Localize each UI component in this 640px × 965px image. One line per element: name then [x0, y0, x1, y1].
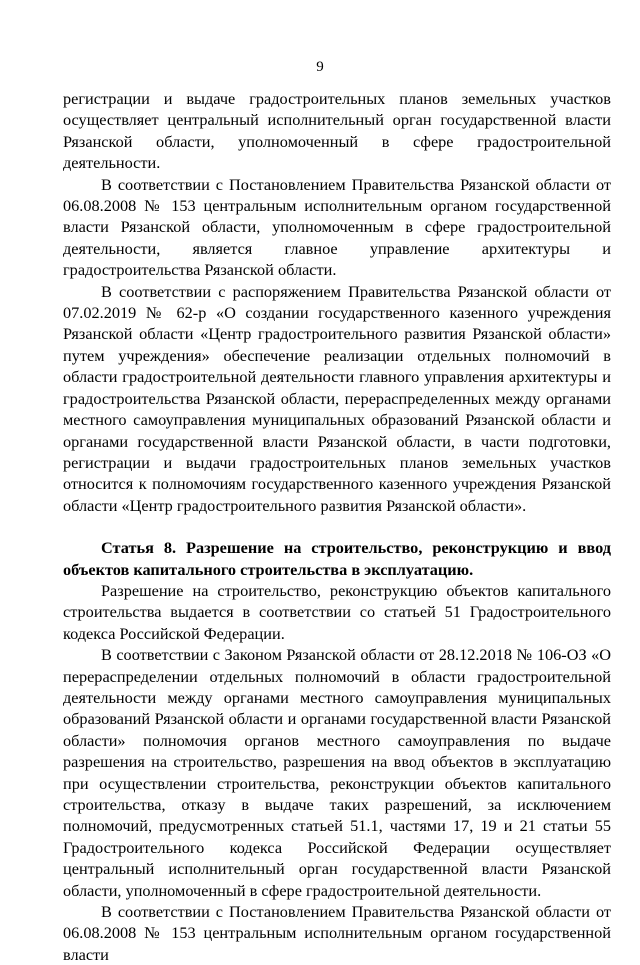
- paragraph-gpzu-authority: регистрации и выдаче градостроительных планов земельных участков осуществляет центральный исполнительный орган государственной власти Рязанской области, уполномоченный в сфере градостроительной деятельности.: [63, 89, 611, 173]
- paragraph-building-permit: Разрешение на строительство, реконструкцию объектов капитального строительства выдается в соответствии со статьей 51 Градостроительного кодекса Российской Федерации.: [63, 580, 611, 643]
- article-8-heading: Статья 8. Разрешение на строительство, реконструкцию и ввод объектов капитального строительства в эксплуатацию.: [63, 538, 611, 579]
- paragraph-resolution-153-continued: В соответствии с Постановлением Правительства Рязанской области от 06.08.2008 № 153 центральным исполнительным органом государственной власти: [63, 902, 611, 964]
- paragraph-law-106-oz: В соответствии с Законом Рязанской области от 28.12.2018 № 106-ОЗ «О перераспределении отдельных полномочий в области градостроительной деятельности между органами местного самоуправления муниципальных образований Рязанской области и органами государственной власти Рязанской области» полномочия органов местного самоуправления по выдаче разрешения на строительство, разрешения на ввод объектов в эксплуатацию при осуществлении строительства, реконструкции объектов капитального строительства, отказу в выдаче таких разрешений, за исключением полномочий, предусмотренных статьей 51.1, частями 17, 19 и 21 статьи 55 Градостроительного кодекса Российской Федерации осуществляет центральный исполнительный орган государственной власти Рязанской области, уполномоченный в сфере градостроительной деятельности.: [63, 645, 611, 900]
- paragraph-resolution-153: В соответствии с Постановлением Правительства Рязанской области от 06.08.2008 № 153 центральным исполнительным органом государственной власти Рязанской области, уполномоченным в сфере градостроительной деятельности, является главное управление архитектуры и градостроительства Рязанской области.: [63, 174, 611, 280]
- document-body: [63, 88, 611, 965]
- paragraph-order-62r: В соответствии с распоряжением Правительства Рязанской области от 07.02.2019 № 62-р «О создании государственного казенного учреждения Рязанской области «Центр градостроительного развития Рязанской области» путем учреждения» обеспечение реализации отдельных полномочий в области градостроительной деятельности главного управления архитектуры и градостроительства Рязанской области, перераспределенных между органами местного самоуправления муниципальных образований Рязанской области и органами государственной власти Рязанской области, в части подготовки, регистрации и выдачи градостроительных планов земельных участков относится к полномочиям государственного казенного учреждения Рязанской области «Центр градостроительного развития Рязанской области».: [63, 281, 611, 515]
- page-number: 9: [316, 59, 324, 75]
